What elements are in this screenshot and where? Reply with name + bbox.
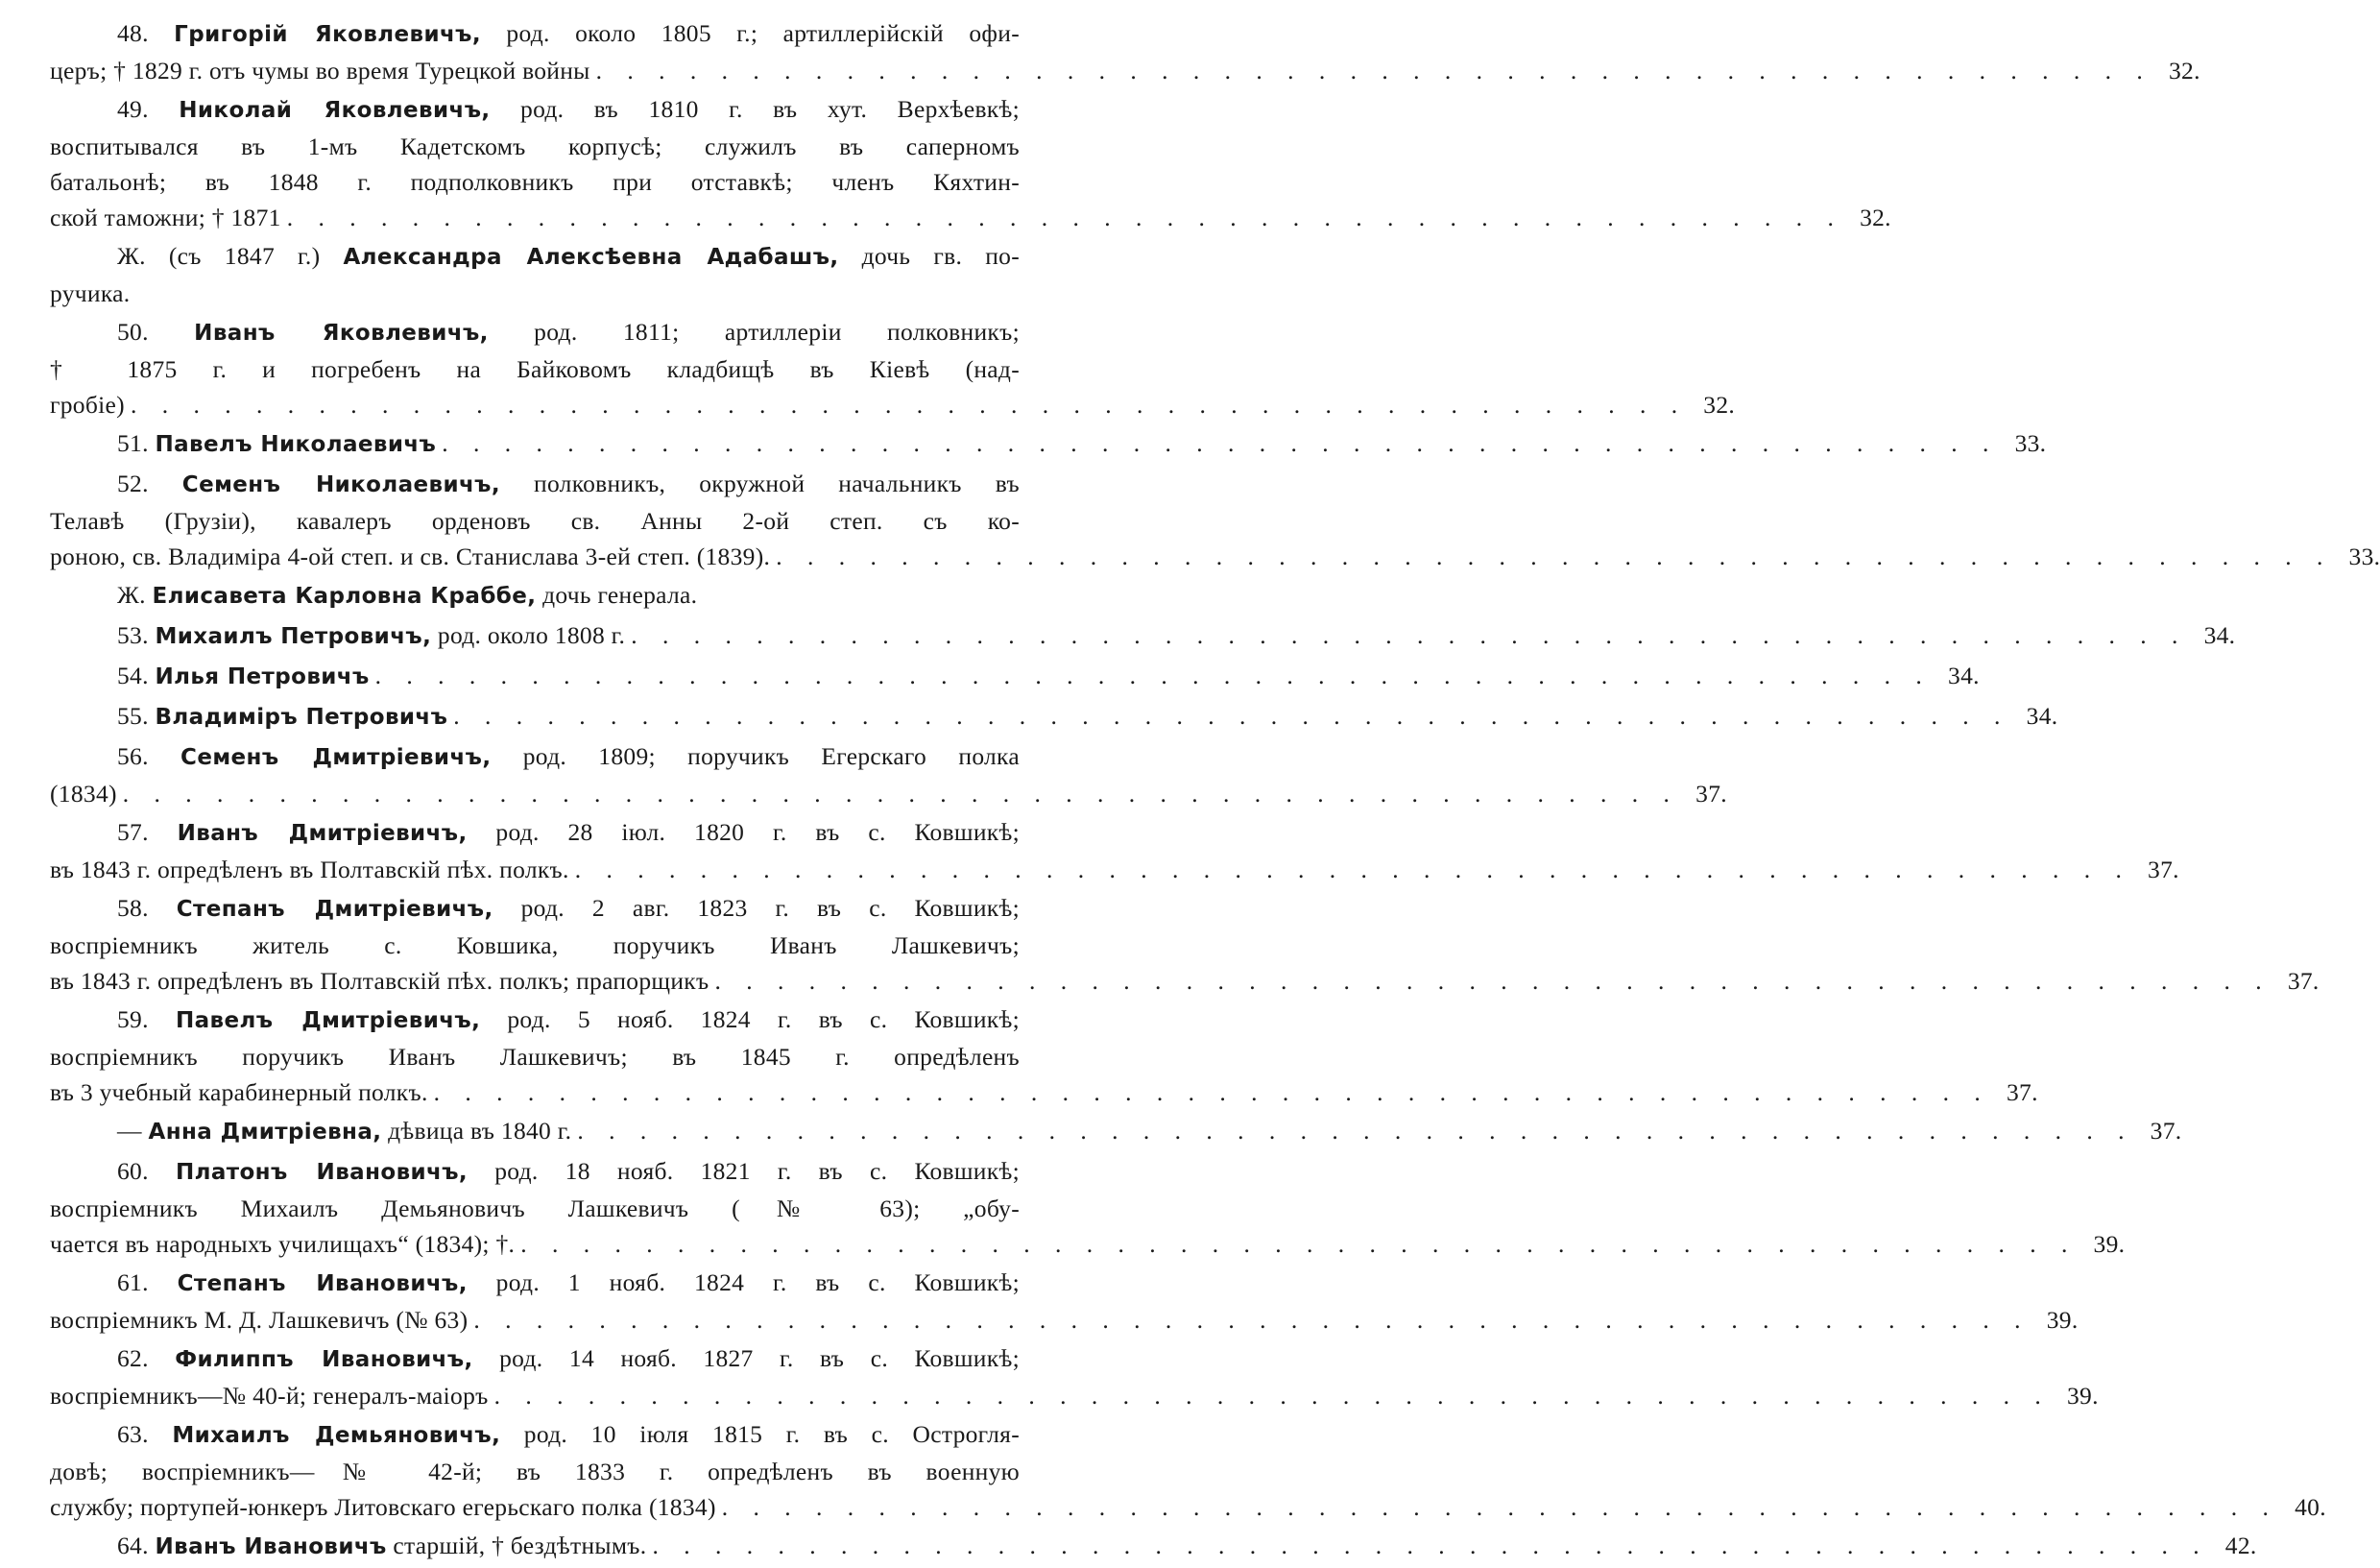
page-number: 37.: [2148, 856, 2179, 883]
entry-line: [50, 200, 1891, 235]
entry-text: дѣвица въ 1840 г.: [381, 1117, 572, 1145]
person-name: Семенъ Николаевичъ,: [181, 472, 501, 497]
entry-text: въ 3 учебный карабинерный полкъ.: [50, 1078, 428, 1106]
entry-line-text: [50, 279, 130, 307]
genealogy-entry: [50, 617, 2236, 655]
genealogy-entry: [50, 698, 2058, 736]
entry-number: 52.: [117, 470, 149, 497]
entry-number: 54.: [117, 662, 149, 689]
entry-line-text: [117, 1420, 1020, 1448]
genealogy-entry: [50, 1001, 2038, 1110]
entry-text: ручика.: [50, 279, 131, 307]
entry-line-text: [117, 242, 1020, 270]
entry-text: дочь генерала.: [536, 581, 698, 609]
entry-text: довѣ; воспріемникъ—№ 42-й; въ 1833 г. опредѣленъ въ военную: [50, 1458, 1020, 1485]
leader-dots: . . . . . . . . . . . . . . . . . . . . . . . . . . . . . . . . . . . . . . . . . . . . . . . . . .: [493, 1382, 2051, 1410]
person-name: Анна Дмитріевна,: [148, 1120, 382, 1145]
entry-line: [50, 1454, 1020, 1489]
entry-number: 56.: [117, 742, 149, 770]
person-name: Степанъ Ивановичъ,: [177, 1271, 468, 1296]
page-number: 34.: [2203, 621, 2236, 649]
page-number: 34.: [2026, 702, 2058, 730]
entry-text: род. 5 нояб. 1824 г. въ с. Ковшикѣ;: [480, 1005, 1020, 1033]
leader-dots: . . . . . . . . . . . . . . . . . . . . . . . . . . . . . . . . . . . . . . . . . . . . . . . . . .: [631, 621, 2188, 649]
entry-line-text: [117, 425, 436, 463]
person-name: Елисавета Карловна Краббе,: [152, 584, 537, 609]
entry-text: въ 1843 г. опредѣленъ въ Полтавскій пѣх. полкъ; прапорщикъ: [50, 967, 709, 995]
entry-line: [50, 814, 1020, 852]
entry-line-text: [50, 776, 117, 811]
entry-line: [50, 1340, 1020, 1378]
entry-number: 49.: [117, 95, 149, 123]
person-name: Григорій Яковлевичъ,: [174, 22, 482, 47]
entry-line: [50, 658, 1980, 695]
entry-text: батальонѣ; въ 1848 г. подполковникъ при отставкѣ; членъ Кяхтин-: [50, 168, 1020, 196]
person-name: Иванъ Ивановичъ: [155, 1534, 387, 1559]
entry-text: ской таможни; † 1871: [50, 204, 281, 231]
page-number: 32.: [1860, 204, 1891, 231]
entry-text: воспріемникъ Михаилъ Демьяновичъ Лашкевичъ (№ 63); „обу-: [50, 1194, 1020, 1222]
entry-line-text: [117, 698, 447, 736]
entry-line: [50, 617, 2236, 655]
entry-line: [50, 963, 2320, 999]
entry-line: [50, 776, 1727, 811]
leader-dots: . . . . . . . . . . . . . . . . . . . . . . . . . . . . . . . . . . . . . . . . . . . . . . . . . .: [130, 391, 1688, 419]
entry-line-text: [50, 1226, 515, 1262]
genealogy-entry: [50, 1113, 2182, 1150]
entry-line-text: [50, 1489, 716, 1525]
entry-line: [50, 1039, 1020, 1074]
genealogy-entry: [50, 658, 1980, 695]
entry-line: [50, 539, 2380, 574]
entry-line: [50, 1528, 2257, 1565]
person-name: Николай Яковлевичъ,: [179, 98, 491, 123]
leader-dots: . . . . . . . . . . . . . . . . . . . . . . . . . . . . . . . . . . . . . . . . . . . . . . . . . .: [595, 57, 2152, 84]
page-number: 33.: [2014, 429, 2047, 457]
entry-line-text: [117, 658, 370, 695]
entry-line-text: [50, 1194, 1020, 1222]
page-number: 39.: [2066, 1382, 2099, 1410]
entry-text: † 1875 г. и погребенъ на Байковомъ кладбищѣ въ Кіевѣ (над-: [50, 355, 1020, 383]
entry-line: [50, 425, 2047, 463]
entry-line-text: [50, 387, 125, 422]
entry-line: [50, 1001, 1020, 1039]
entry-line: [50, 276, 1020, 311]
genealogy-entry: [50, 238, 1020, 311]
page-number: 32.: [1703, 391, 1736, 419]
leader-dots: . . . . . . . . . . . . . . . . . . . . . . . . . . . . . . . . . . . . . . . . . . . . . . . . . .: [374, 662, 1932, 689]
entry-number: 57.: [117, 818, 149, 846]
leader-dots: . . . . . . . . . . . . . . . . . . . . . . . . . . . . . . . . . . . . . . . . . . . . . . . . . .: [714, 967, 2272, 995]
entry-line: [50, 129, 1020, 164]
page-number: 37.: [1695, 780, 1727, 808]
entry-text: воспріемникъ М. Д. Лашкевичъ (№ 63): [50, 1306, 469, 1334]
leader-dots: . . . . . . . . . . . . . . . . . . . . . . . . . . . . . . . . . . . . . . . . . . . . . . . . . .: [122, 780, 1679, 808]
entry-line-text: [50, 1378, 489, 1413]
entry-line-text: [117, 1005, 1020, 1033]
entry-line: [50, 1191, 1020, 1226]
person-name: Михаилъ Демьяновичъ,: [172, 1423, 501, 1448]
entry-number: 64.: [117, 1532, 149, 1559]
entry-line: [50, 164, 1020, 200]
entry-line-text: [50, 1302, 468, 1338]
genealogy-entry: [50, 15, 2200, 88]
leader-dots: . . . . . . . . . . . . . . . . . . . . . . . . . . . . . . . . . . . . . . . . . . . . . . . . . .: [520, 1230, 2078, 1258]
entry-line: [50, 738, 1020, 776]
entry-number: 55.: [117, 702, 149, 730]
page-number: 33.: [2348, 543, 2380, 570]
genealogy-entry: [50, 466, 2380, 574]
entry-text: род. 1811; артиллеріи полковникъ;: [488, 318, 1020, 346]
person-name: Платонъ Ивановичъ,: [175, 1160, 469, 1185]
entry-line: [50, 1113, 2182, 1150]
person-name: Павелъ Дмитріевичъ,: [175, 1008, 481, 1033]
entry-line-text: [50, 931, 1020, 959]
page-number: 34.: [1948, 662, 1980, 689]
entry-line: [50, 1489, 2326, 1525]
entry-line-text: [50, 53, 590, 88]
leader-dots: . . . . . . . . . . . . . . . . . . . . . . . . . . . . . . . . . . . . . . . . . . . . . . . . . .: [776, 543, 2333, 570]
leader-dots: . . . . . . . . . . . . . . . . . . . . . . . . . . . . . . . . . . . . . . . . . . . . . . . . . .: [442, 429, 1999, 457]
page-number: 37.: [2150, 1117, 2182, 1145]
person-name: Филиппъ Ивановичъ,: [175, 1347, 473, 1372]
person-name: Михаилъ Петровичъ,: [155, 624, 432, 649]
entry-line: [50, 852, 2179, 887]
leader-dots: . . . . . . . . . . . . . . . . . . . . . . . . . . . . . . . . . . . . . . . . . . . . . . . . . .: [652, 1532, 2209, 1559]
entry-line-text: [50, 355, 1020, 383]
entry-line: [50, 1074, 2038, 1110]
entry-text: чается въ народныхъ училищахъ“ (1834); †.: [50, 1230, 516, 1258]
genealogy-entry: [50, 1153, 2126, 1262]
genealogy-entry: [50, 814, 2179, 887]
entry-number: 63.: [117, 1420, 149, 1448]
entry-text: (1834): [50, 780, 117, 808]
page-number: 39.: [2093, 1230, 2126, 1258]
leader-dots: . . . . . . . . . . . . . . . . . . . . . . . . . . . . . . . . . . . . . . . . . . . . . . . . . .: [577, 1117, 2134, 1145]
entry-number: 62.: [117, 1344, 149, 1372]
person-name: Степанъ Дмитріевичъ,: [176, 897, 493, 922]
genealogy-entry: [50, 91, 1891, 235]
entry-text: род. 18 нояб. 1821 г. въ с. Ковшикѣ;: [468, 1157, 1020, 1185]
entry-text: род. около 1805 г.; артиллерійскій офи-: [481, 19, 1020, 47]
entry-line: [50, 1226, 2126, 1262]
entry-line: [50, 238, 1020, 276]
entry-number: —: [117, 1117, 142, 1145]
entry-line-text: [117, 19, 1020, 47]
entry-line: [50, 503, 1020, 539]
entry-line-text: [117, 894, 1020, 922]
entry-number: Ж.: [117, 581, 146, 609]
entry-line-text: [117, 617, 625, 655]
entry-line: [50, 890, 1020, 928]
entry-line-text: [117, 1157, 1020, 1185]
genealogy-entry: [50, 1265, 2079, 1338]
entry-text: полковникъ, окружной начальникъ въ: [500, 470, 1020, 497]
entry-line-text: [50, 852, 569, 887]
entry-line-text: [117, 1113, 571, 1150]
entry-number: 59.: [117, 1005, 149, 1033]
entry-line: [50, 1416, 1020, 1454]
entry-number: 50.: [117, 318, 149, 346]
entry-line: [50, 1265, 1020, 1302]
entry-line-text: [117, 818, 1020, 846]
genealogy-entry: [50, 314, 1736, 422]
person-name: Павелъ Николаевичъ: [155, 432, 437, 457]
entry-line-text: [50, 539, 770, 574]
page-number: 40.: [2295, 1493, 2326, 1521]
page-number: 37.: [2006, 1078, 2038, 1106]
entry-line: [50, 577, 1020, 615]
entry-line-text: [117, 470, 1020, 497]
entry-text: воспріемникъ—№ 40-й; генералъ-маіоръ: [50, 1382, 489, 1410]
page-number: 37.: [2287, 967, 2320, 995]
entry-line-text: [50, 1458, 1020, 1485]
entry-line-text: [117, 1344, 1020, 1372]
entry-number: 51.: [117, 429, 149, 457]
person-name: Семенъ Дмитріевичъ,: [180, 745, 492, 770]
entry-text: службу; портупей-юнкеръ Литовскаго егерьскаго полка (1834): [50, 1493, 716, 1521]
genealogy-page: [50, 15, 2380, 1568]
entry-line-text: [50, 133, 1020, 160]
entry-number: 48.: [117, 19, 149, 47]
entry-text: Телавѣ (Грузіи), кавалеръ орденовъ св. Анны 2-ой степ. съ ко-: [50, 507, 1020, 535]
entry-text: род. 1809; поручикъ Егерскаго полка: [491, 742, 1020, 770]
page-number: 32.: [2168, 57, 2200, 84]
entry-text: старшій, † бездѣтнымъ.: [386, 1532, 647, 1559]
entry-line-text: [117, 1268, 1020, 1296]
entry-line: [50, 15, 1020, 53]
entry-line: [50, 698, 2058, 736]
entry-text: род. въ 1810 г. въ хут. Верхѣевкѣ;: [490, 95, 1021, 123]
page-number: 42.: [2224, 1532, 2257, 1559]
entry-line: [50, 1302, 2079, 1338]
entry-text: род. около 1808 г.: [431, 621, 626, 649]
entry-text: гробіе): [50, 391, 125, 419]
genealogy-entry: [50, 890, 2320, 999]
entry-text: род. 10 іюля 1815 г. въ с. Острогля-: [500, 1420, 1020, 1448]
entry-line-text: [50, 168, 1020, 196]
genealogy-entry: [50, 577, 1020, 615]
leader-dots: . . . . . . . . . . . . . . . . . . . . . . . . . . . . . . . . . . . . . . . . . . . . . . . . . .: [286, 204, 1843, 231]
entry-line: [50, 466, 1020, 503]
entry-line: [50, 387, 1736, 422]
entry-line-text: [50, 1043, 1020, 1071]
entry-line-text: [117, 95, 1020, 123]
leader-dots: . . . . . . . . . . . . . . . . . . . . . . . . . . . . . . . . . . . . . . . . . . . . . . . . . .: [433, 1078, 1990, 1106]
entry-line-text: [50, 200, 281, 235]
person-name: Иванъ Дмитріевичъ,: [177, 821, 468, 846]
entry-line-text: [117, 318, 1020, 346]
person-name: Александра Алексѣевна Адабашъ,: [343, 245, 839, 270]
entry-text: (съ 1847 г.): [168, 242, 344, 270]
entry-line: [50, 1153, 1020, 1191]
leader-dots: . . . . . . . . . . . . . . . . . . . . . . . . . . . . . . . . . . . . . . . . . . . . . . . . . .: [721, 1493, 2278, 1521]
person-name: Иванъ Яковлевичъ,: [194, 321, 489, 346]
entry-text: род. 1 нояб. 1824 г. въ с. Ковшикѣ;: [467, 1268, 1020, 1296]
genealogy-entry: [50, 1340, 2099, 1413]
entry-line: [50, 53, 2200, 88]
entry-text: воспитывался въ 1-мъ Кадетскомъ корпусѣ; служилъ въ саперномъ: [50, 133, 1020, 160]
entry-number: 58.: [117, 894, 149, 922]
entry-text: церъ; † 1829 г. отъ чумы во время Турецкой войны: [50, 57, 590, 84]
entry-line: [50, 314, 1020, 351]
entry-text: роною, св. Владиміра 4-ой степ. и св. Станислава 3-ей степ. (1839).: [50, 543, 771, 570]
entry-line-text: [50, 1074, 428, 1110]
entry-line: [50, 91, 1020, 129]
entry-text: род. 2 авг. 1823 г. въ с. Ковшикѣ;: [493, 894, 1020, 922]
page-number: 39.: [2046, 1306, 2079, 1334]
entry-line-text: [50, 507, 1020, 535]
entry-number: 61.: [117, 1268, 149, 1296]
entry-number: Ж.: [117, 242, 146, 270]
entry-text: род. 28 іюл. 1820 г. въ с. Ковшикѣ;: [467, 818, 1020, 846]
entry-number: 60.: [117, 1157, 149, 1185]
entry-line-text: [50, 963, 709, 999]
entry-line: [50, 928, 1020, 963]
leader-dots: . . . . . . . . . . . . . . . . . . . . . . . . . . . . . . . . . . . . . . . . . . . . . . . . . .: [473, 1306, 2031, 1334]
entry-line-text: [117, 1528, 646, 1565]
genealogy-entry: [50, 738, 1727, 811]
entry-line: [50, 351, 1020, 387]
entry-text: воспріемникъ житель с. Ковшика, поручикъ Иванъ Лашкевичъ;: [50, 931, 1020, 959]
entry-text: въ 1843 г. опредѣленъ въ Полтавскій пѣх. полкъ.: [50, 856, 569, 883]
entry-text: род. 14 нояб. 1827 г. въ с. Ковшикѣ;: [472, 1344, 1020, 1372]
person-name: Владиміръ Петровичъ: [155, 705, 448, 730]
genealogy-entry: [50, 425, 2047, 463]
entry-text: дочь гв. по-: [838, 242, 1020, 270]
genealogy-entry: [50, 1528, 2257, 1565]
entry-line-text: [117, 742, 1020, 770]
leader-dots: . . . . . . . . . . . . . . . . . . . . . . . . . . . . . . . . . . . . . . . . . . . . . . . . . .: [574, 856, 2131, 883]
entry-number: 53.: [117, 621, 149, 649]
person-name: Илья Петровичъ: [155, 664, 370, 689]
entry-line: [50, 1378, 2099, 1413]
entry-text: воспріемникъ поручикъ Иванъ Лашкевичъ; въ 1845 г. опредѣленъ: [50, 1043, 1020, 1071]
genealogy-entry: [50, 1416, 2326, 1525]
entry-line-text: [117, 581, 697, 609]
leader-dots: . . . . . . . . . . . . . . . . . . . . . . . . . . . . . . . . . . . . . . . . . . . . . . . . . .: [453, 702, 2010, 730]
